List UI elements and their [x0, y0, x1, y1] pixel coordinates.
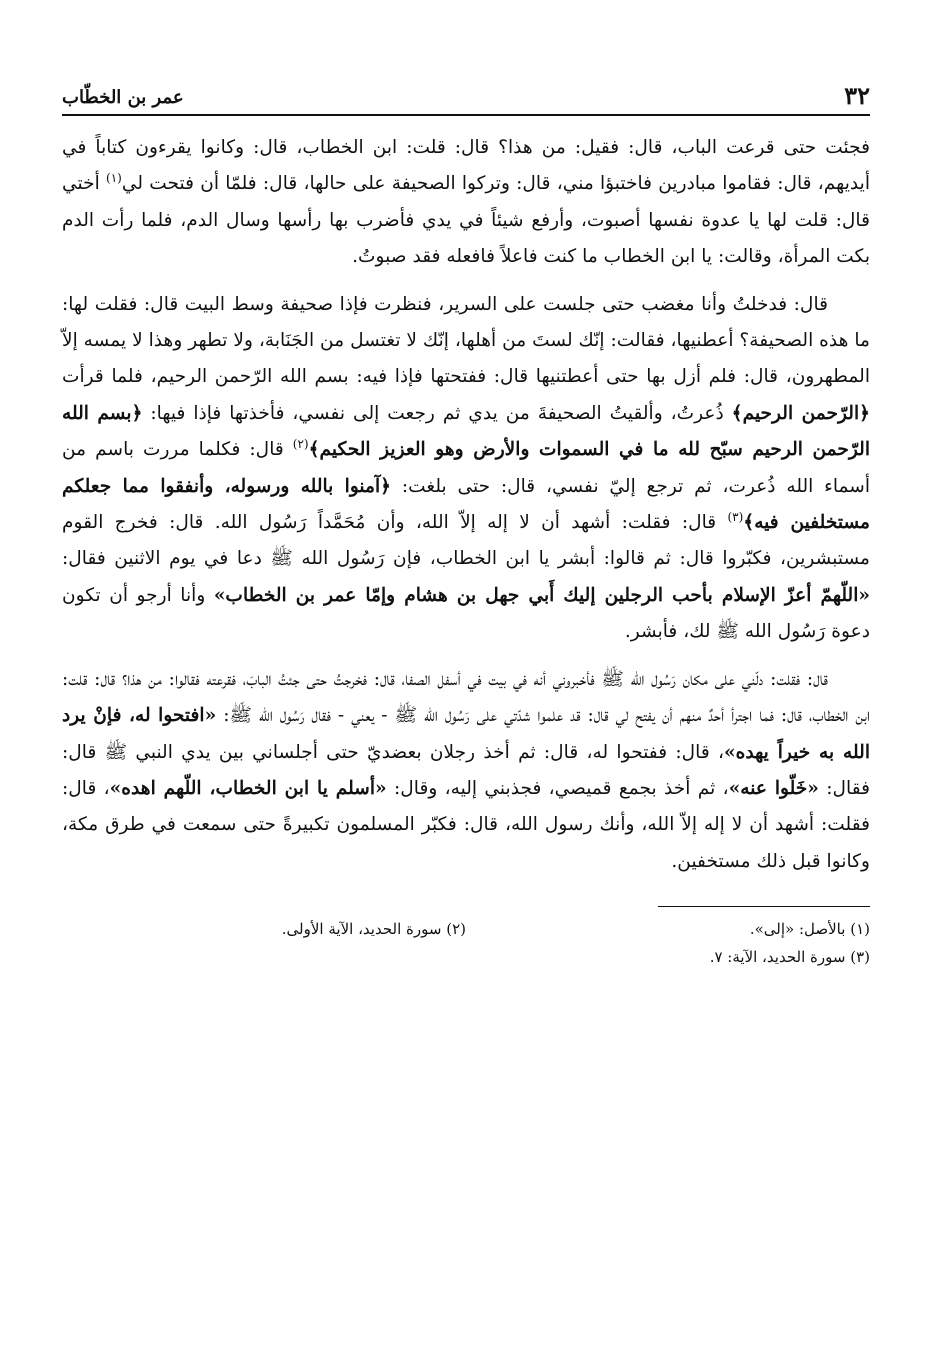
footnote-number: (٣) [850, 948, 870, 967]
paragraph [62, 130, 870, 276]
footnote-text: سورة الحديد، الآية: ٧. [709, 948, 846, 967]
footnote-number: (٢) [446, 920, 466, 939]
quoted-text: ﴿الرّحمن الرحيم﴾ [731, 402, 871, 424]
paragraph [62, 662, 870, 880]
quoted-text: «اللّهمّ أعزّ الإسلام بأحب الرجلين إليك أَبي جهل بن هشام وإمّا عمر بن الخطاب» [213, 584, 870, 606]
text-run: قال: فدخلتُ وأنا مغضب حتى جلست على السرير، فنظرت فإذا صحيفة وسط البيت قال: فقلت لها: ما هذه الصحيفة؟ أعطنيها، فقالت: إنّك لستَ من أهلها، إنّك لا تغتسل من الجَنَابة، ولا تطهر وهذا لا يمسه إلاّ المطهرون، قال: فلم أزل بها حتى أعطتنيها قال: ففتحتها فإذا فيه: بسم الله الرّحمن الرحيم، فلما قرأت [62, 293, 870, 388]
text-run: أختي قال: قلت لها يا عدوة نفسها أصبوت، وأرفع شيئاً في يدي فأضرب بها رأسها وسال الدم، فلما رأت الدم بكت المرأة، وقالت: يا ابن الخطاب ما كنت فاعلاً فافعله فقد صبوتُ. [62, 173, 870, 268]
footnote [466, 943, 870, 971]
footnote-text: بالأصل: «إلى». [749, 920, 846, 939]
paragraph [62, 287, 870, 651]
footnote-row [62, 915, 870, 943]
book-title: عمر بن الخطّاب [62, 87, 184, 108]
footnote-ref: (٣) [727, 509, 744, 524]
footnote-text: سورة الحديد، الآية الأولى. [281, 920, 442, 939]
running-head [62, 74, 870, 116]
footnote-number: (١) [850, 920, 870, 939]
text-run: وأنا أرجو أن تكون دعوة رَسُول الله ﷺ لك، فأبشر. [62, 584, 870, 643]
quoted-text: «خَلّوا عنه» [728, 777, 819, 799]
book-page [62, 74, 870, 971]
page-number: ٣٢ [844, 81, 870, 110]
footnote-ref: (١) [106, 171, 122, 186]
text-run: قال: فقلت: أشهد أن لا إله إلاّ الله، وأن مُحَمَّداً رَسُول الله. قال: فخرج القوم مستبشرين، فكبّروا قال: ثم قالوا: أبشر يا ابن الخطاب، فإن رَسُول الله ﷺ دعا في يوم الاثنين فقال: [62, 512, 870, 570]
footnotes [62, 915, 870, 971]
footnote [466, 915, 870, 943]
text-run: قال: فقلت: دلّني على مكان رَسُول الله ﷺ فأخبروني أنه في بيت في أسفل الصفا، قال: فخرجتُ حتى جئتُ البابَ، فقرعته فقالوا: من هذا؟ قال: قلت: ابن الخطاب، قال: فما اجترأ أحدٌ منهم أن يفتح لي قال: قد علموا شدّتي على رَسُول الله ﷺ - يعني - فقال رَسُول الله ﷺ: [62, 668, 870, 727]
text-run: فجئت حتى قرعت الباب، قال: فقيل: من هذا؟ قال: قلت: ابن الخطاب، قال: وكانوا يقرءون كتاباً في أيديهم، قال: فقاموا مبادرين فاختبؤا مني، قال: وتركوا الصحيفة على حالها، قال: فلمّا أن فتحت لي [62, 137, 870, 195]
text-run: ، ثم أخذ بجمع قميصي، فجذبني إليه، وقال: [386, 777, 729, 799]
text-run: ، قال: فقلت: أشهد أن لا إله إلاّ الله، وأنك رسول الله، قال: فكبّر المسلمون تكبيرةً حتى سمعت في طرق مكة، وكانوا قبل ذلك مستخفين. [62, 777, 870, 872]
quoted-text: ﴿آمنوا بالله ورسوله، وأنفقوا مما جعلكم مستخلفين فيه﴾ [62, 475, 870, 534]
text-run: ، قال: ففتحوا له، قال: ثم أخذ رجلان بعضديّ حتى أجلساني بين يدي النبي ﷺ قال: فقال: [62, 741, 871, 799]
quoted-text: «أسلم يا ابن الخطاب، اللّهم اهده» [109, 777, 387, 799]
footnote-row [62, 943, 870, 971]
text-run: قال: فكلما مررت باسم من أسماء الله ذُعرت، ثم ترجع إليّ نفسي، قال: حتى بلغت: [62, 439, 871, 497]
footnote [62, 915, 466, 943]
footnote-ref: (٢) [292, 437, 309, 452]
quoted-text: «افتحوا له، فإنْ يرد الله به خيراً يهده» [62, 705, 870, 763]
body-text [62, 130, 870, 880]
text-run: ذُعرتُ، وألقيتُ الصحيفةَ من يدي ثم رجعت إلى نفسي، فأخذتها فإذا فيها: [142, 402, 732, 424]
quoted-text: ﴿بسم الله الرّحمن الرحيم سبّح لله ما في السموات والأرض وهو العزيز الحكيم﴾ [62, 402, 870, 461]
footnote-divider [658, 906, 870, 907]
